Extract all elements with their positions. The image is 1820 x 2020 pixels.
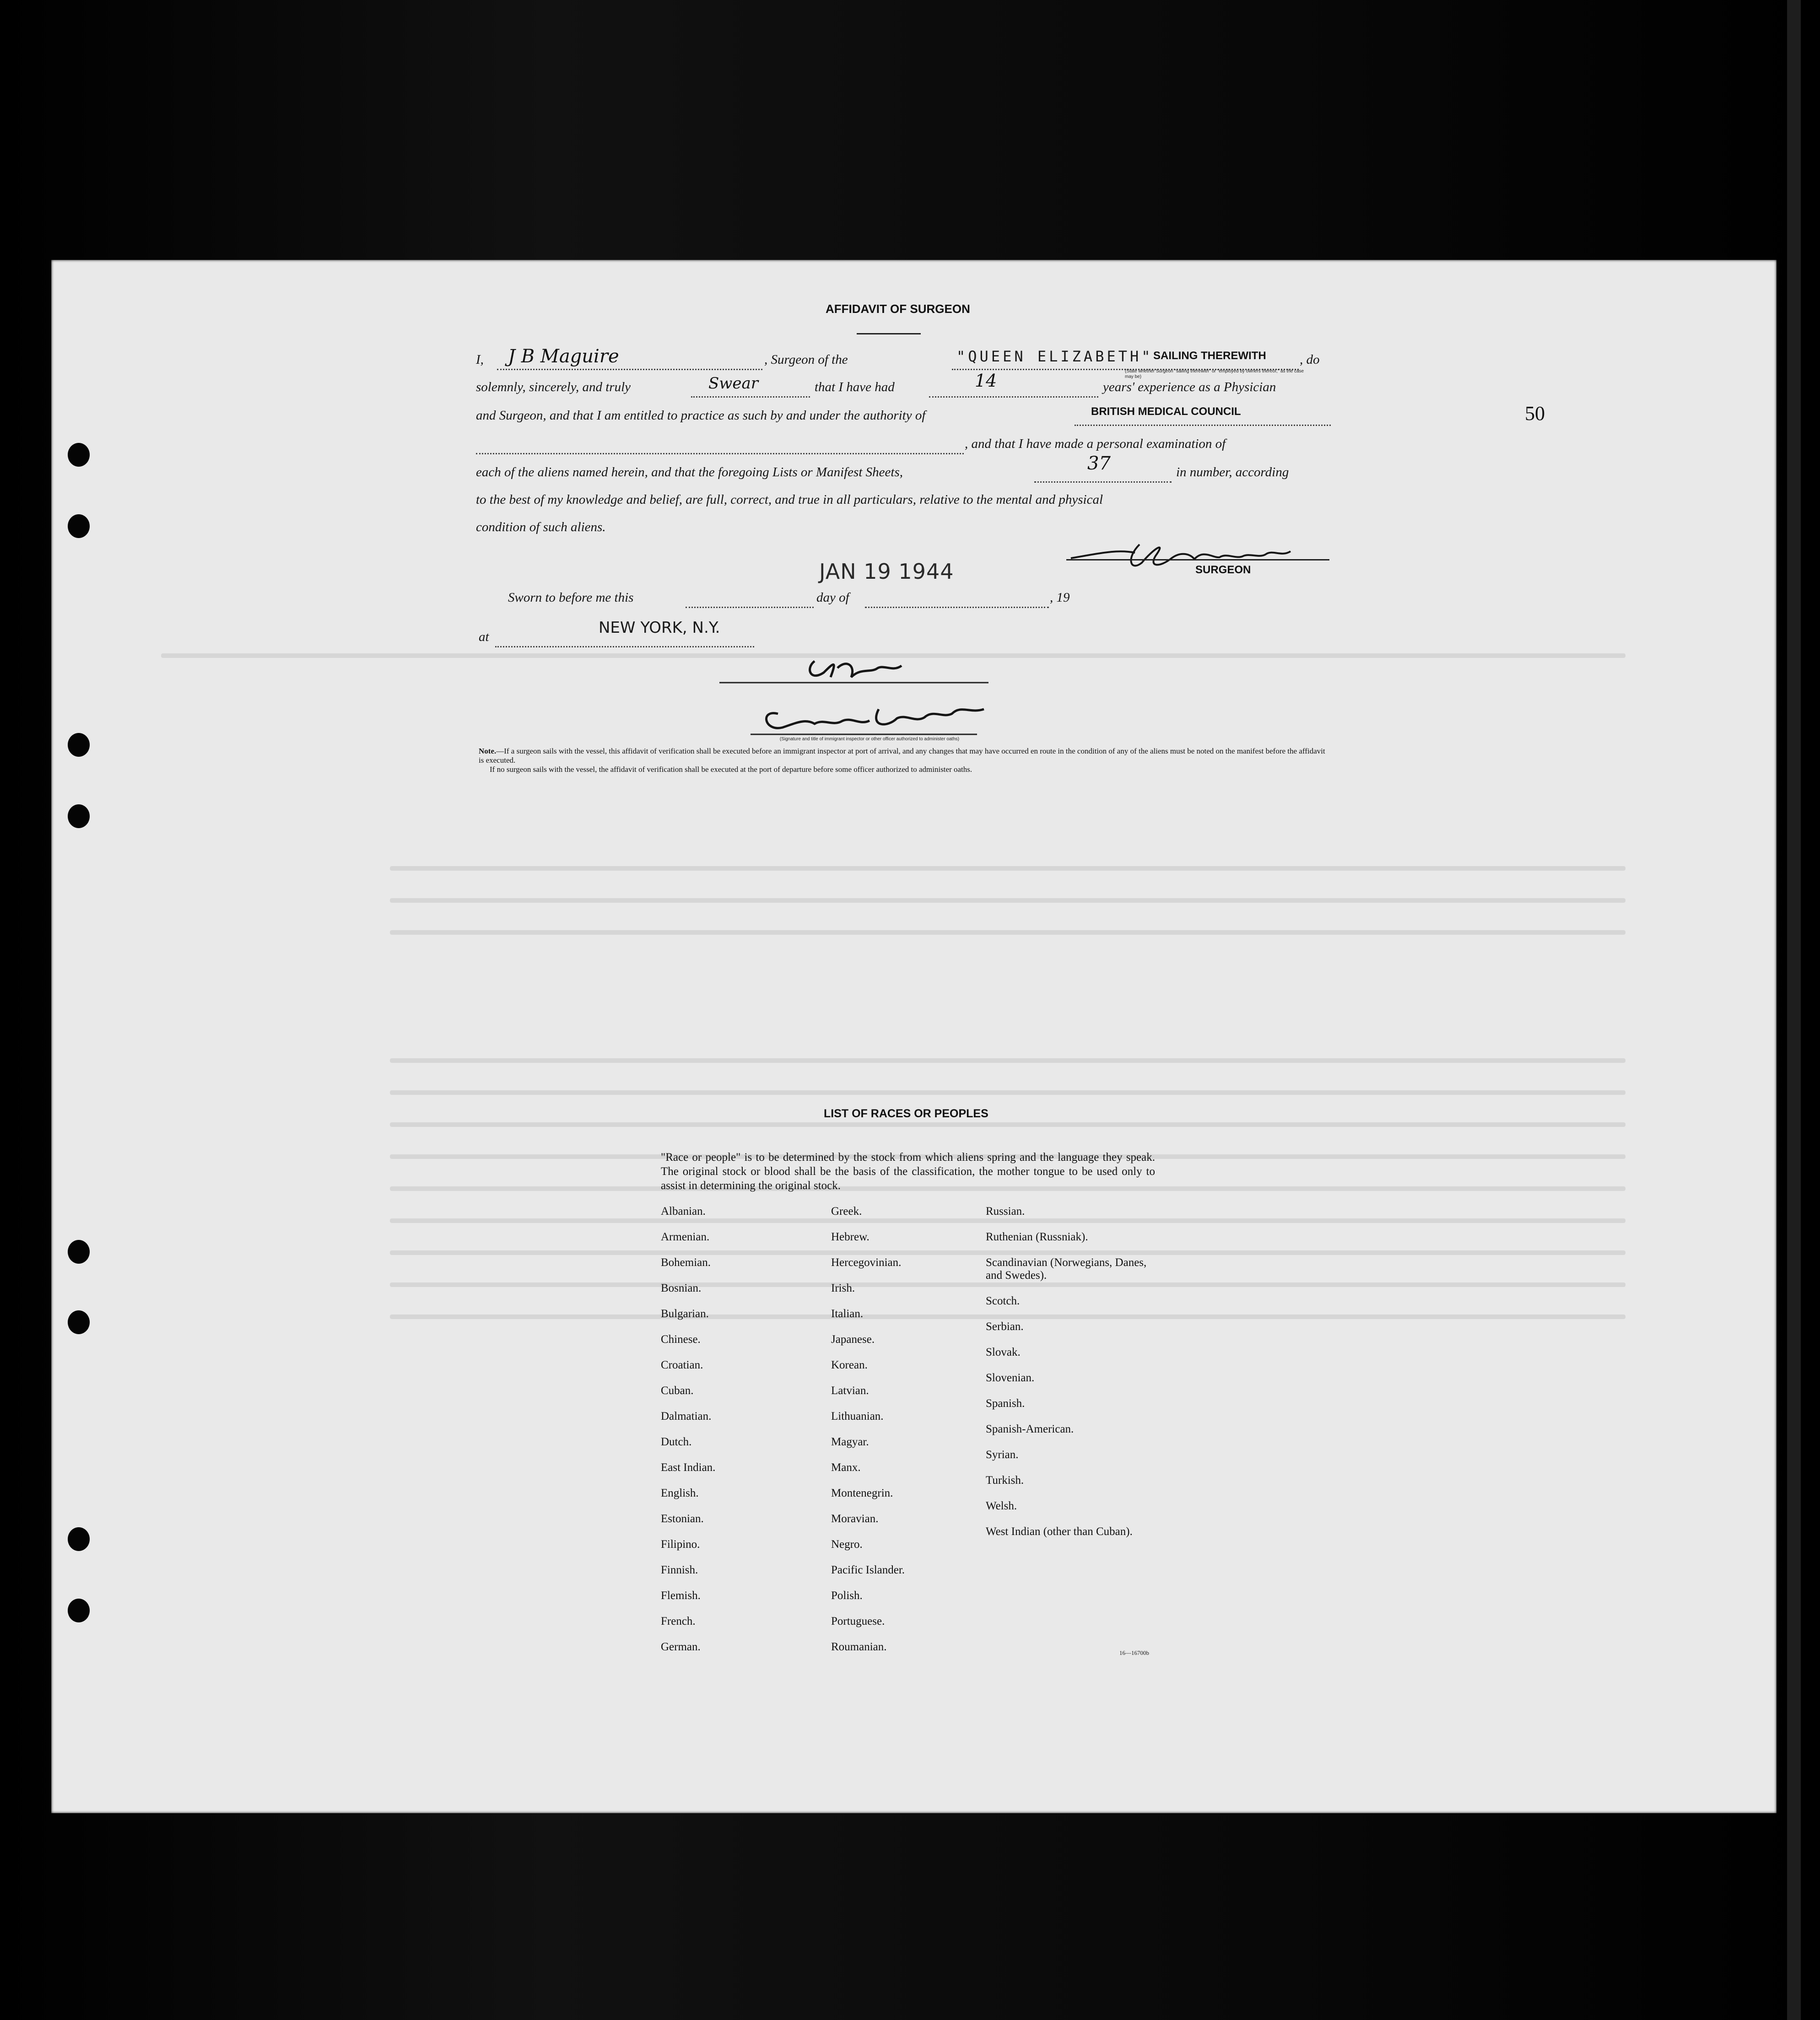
binder-hole: [68, 1310, 90, 1334]
bleed-through: [390, 1058, 1626, 1063]
sworn-day-field[interactable]: [686, 591, 814, 608]
inspector-signature: [714, 641, 998, 746]
affidavit-line-1: [476, 352, 484, 367]
race-item: Lithuanian.: [831, 1410, 884, 1422]
races-column-1: [661, 1205, 835, 1666]
surgeon-signature-line: [1066, 559, 1329, 560]
race-item: Armenian.: [661, 1231, 710, 1243]
race-item: Croatian.: [661, 1359, 703, 1371]
race-item: Italian.: [831, 1308, 864, 1320]
sworn-prefix: Sworn to before me this: [508, 590, 634, 605]
binder-hole: [68, 804, 90, 828]
race-item: Scotch.: [986, 1295, 1020, 1307]
line2-prefix: solemnly, sincerely, and truly: [476, 380, 631, 394]
race-item: Hercegovinian.: [831, 1256, 902, 1269]
binder-hole: [68, 1599, 90, 1622]
note-label: Note.: [479, 747, 497, 755]
race-item: Slovenian.: [986, 1372, 1035, 1384]
oath-word: Swear: [708, 374, 759, 393]
authority-continued-field[interactable]: [476, 437, 964, 454]
race-item: Greek.: [831, 1205, 862, 1217]
bleed-through: [390, 930, 1626, 935]
race-item: Slovak.: [986, 1346, 1021, 1358]
binder-hole: [68, 1527, 90, 1551]
race-item: Welsh.: [986, 1500, 1017, 1512]
line3-prefix: and Surgeon, and that I am entitled to practice as such by and under the authority of: [476, 408, 926, 423]
line5-suffix: in number, according: [1176, 465, 1289, 479]
races-column-2: [831, 1205, 1005, 1666]
binder-hole: [68, 1240, 90, 1264]
line7: condition of such aliens.: [476, 520, 606, 534]
race-item: Finnish.: [661, 1564, 698, 1576]
race-item: Chinese.: [661, 1333, 701, 1346]
race-item: Portuguese.: [831, 1615, 885, 1627]
binder-hole: [68, 733, 90, 757]
surgeon-label: SURGEON: [1195, 564, 1251, 576]
race-item: Polish.: [831, 1589, 863, 1602]
race-item: West Indian (other than Cuban).: [986, 1525, 1133, 1538]
inspector-signature-caption: (Signature and title of immigrant inspector or other officer authorized to administer oaths): [779, 737, 960, 742]
vessel-field[interactable]: [952, 353, 1299, 370]
race-item: Turkish.: [986, 1474, 1024, 1487]
line2-mid: that I have had: [815, 380, 895, 394]
race-item: Bohemian.: [661, 1256, 711, 1269]
race-item: Dalmatian.: [661, 1410, 712, 1422]
sheets-count: 37: [1087, 453, 1111, 474]
race-item: Spanish.: [986, 1397, 1025, 1410]
race-item: Korean.: [831, 1359, 868, 1371]
race-item: Moravian.: [831, 1513, 879, 1525]
line6: to the best of my knowledge and belief, are full, correct, and true in all particulars, relative to the mental and physical: [476, 492, 1103, 507]
line1-prefix: I,: [476, 352, 484, 367]
bleed-through: [390, 898, 1626, 903]
race-item: Russian.: [986, 1205, 1025, 1217]
race-item: German.: [661, 1641, 701, 1653]
bleed-through: [390, 1090, 1626, 1095]
race-item: Magyar.: [831, 1436, 869, 1448]
place-value: NEW YORK, N.Y.: [599, 619, 720, 637]
binder-hole: [68, 443, 90, 467]
sailing-note: (State whether Surgeon "sailing therewith" or "employed by owners thereof," as the case may be): [1125, 369, 1304, 379]
race-item: Pacific Islander.: [831, 1564, 905, 1576]
line1-mid: , Surgeon of the: [764, 352, 848, 367]
race-item: Montenegrin.: [831, 1487, 893, 1499]
film-edge-right: [1787, 0, 1801, 2020]
race-item: Scandinavian (Norwegians, Danes, and Swedes).: [986, 1256, 1147, 1282]
sworn-month-field[interactable]: [865, 591, 1049, 608]
affidavit-note: [479, 747, 1330, 774]
sworn-suffix: , 19: [1050, 590, 1070, 605]
race-item: Hebrew.: [831, 1231, 869, 1243]
race-item: Cuban.: [661, 1384, 694, 1397]
vessel-name: "QUEEN ELIZABETH": [956, 348, 1153, 365]
form-code: 16—16700b: [1119, 1649, 1149, 1656]
race-item: Irish.: [831, 1282, 855, 1294]
race-item: Syrian.: [986, 1449, 1019, 1461]
race-item: Bosnian.: [661, 1282, 702, 1294]
sheet-number: 50: [1525, 402, 1545, 425]
authority-value: BRITISH MEDICAL COUNCIL: [1091, 405, 1241, 418]
affidavit-title: AFFIDAVIT OF SURGEON: [826, 302, 970, 316]
race-item: Serbian.: [986, 1320, 1024, 1333]
line2-suffix: years' experience as a Physician: [1103, 380, 1276, 394]
race-item: Dutch.: [661, 1436, 692, 1448]
race-item: Filipino.: [661, 1538, 700, 1551]
race-item: Negro.: [831, 1538, 863, 1551]
races-column-3: [986, 1205, 1169, 1564]
race-item: English.: [661, 1487, 699, 1499]
race-item: Estonian.: [661, 1513, 704, 1525]
sworn-mid: day of: [816, 590, 849, 605]
race-item: Bulgarian.: [661, 1308, 709, 1320]
race-item: Latvian.: [831, 1384, 869, 1397]
race-item: Manx.: [831, 1461, 861, 1474]
race-item: Spanish-American.: [986, 1423, 1074, 1435]
race-item: Ruthenian (Russniak).: [986, 1231, 1088, 1243]
years-field[interactable]: [929, 381, 1098, 398]
bleed-through: [390, 1122, 1626, 1127]
line1-suffix: , do: [1300, 352, 1320, 367]
date-stamp: JAN 19 1944: [819, 559, 954, 584]
binder-hole: [68, 514, 90, 538]
races-title: LIST OF RACES OR PEOPLES: [824, 1107, 988, 1120]
line5-prefix: each of the aliens named herein, and that the foregoing Lists or Manifest Sheets,: [476, 465, 903, 479]
race-item: East Indian.: [661, 1461, 716, 1474]
races-intro: "Race or people" is to be determined by the stock from which aliens spring and the language they speak. The original stock or blood shall be the basis of the classification, the mother tongue to be used only to assist in determining the original stock.: [661, 1151, 1155, 1192]
race-item: Albanian.: [661, 1205, 706, 1217]
years-value: 14: [975, 371, 997, 391]
race-item: Roumanian.: [831, 1641, 887, 1653]
at-label: at: [479, 630, 489, 644]
race-item: Flemish.: [661, 1589, 701, 1602]
note-text-2: If no surgeon sails with the vessel, the affidavit of verification shall be executed at the port of departure before some officer authorized to administer oaths.: [490, 765, 972, 774]
surgeon-name: J B Maguire: [508, 346, 619, 367]
race-item: French.: [661, 1615, 696, 1627]
note-text-1: —If a surgeon sails with the vessel, this affidavit of verification shall be executed before an immigrant inspector at port of arrival, and any changes that may have occurred en route in the condition of any of the aliens must be noted on the manifest before the affidavit is executed.: [479, 747, 1325, 765]
race-item: Japanese.: [831, 1333, 875, 1346]
sailing-status: SAILING THEREWITH: [1153, 350, 1266, 362]
bleed-through: [390, 866, 1626, 871]
title-rule: [857, 333, 921, 334]
line4-suffix: , and that I have made a personal examination of: [965, 436, 1226, 451]
